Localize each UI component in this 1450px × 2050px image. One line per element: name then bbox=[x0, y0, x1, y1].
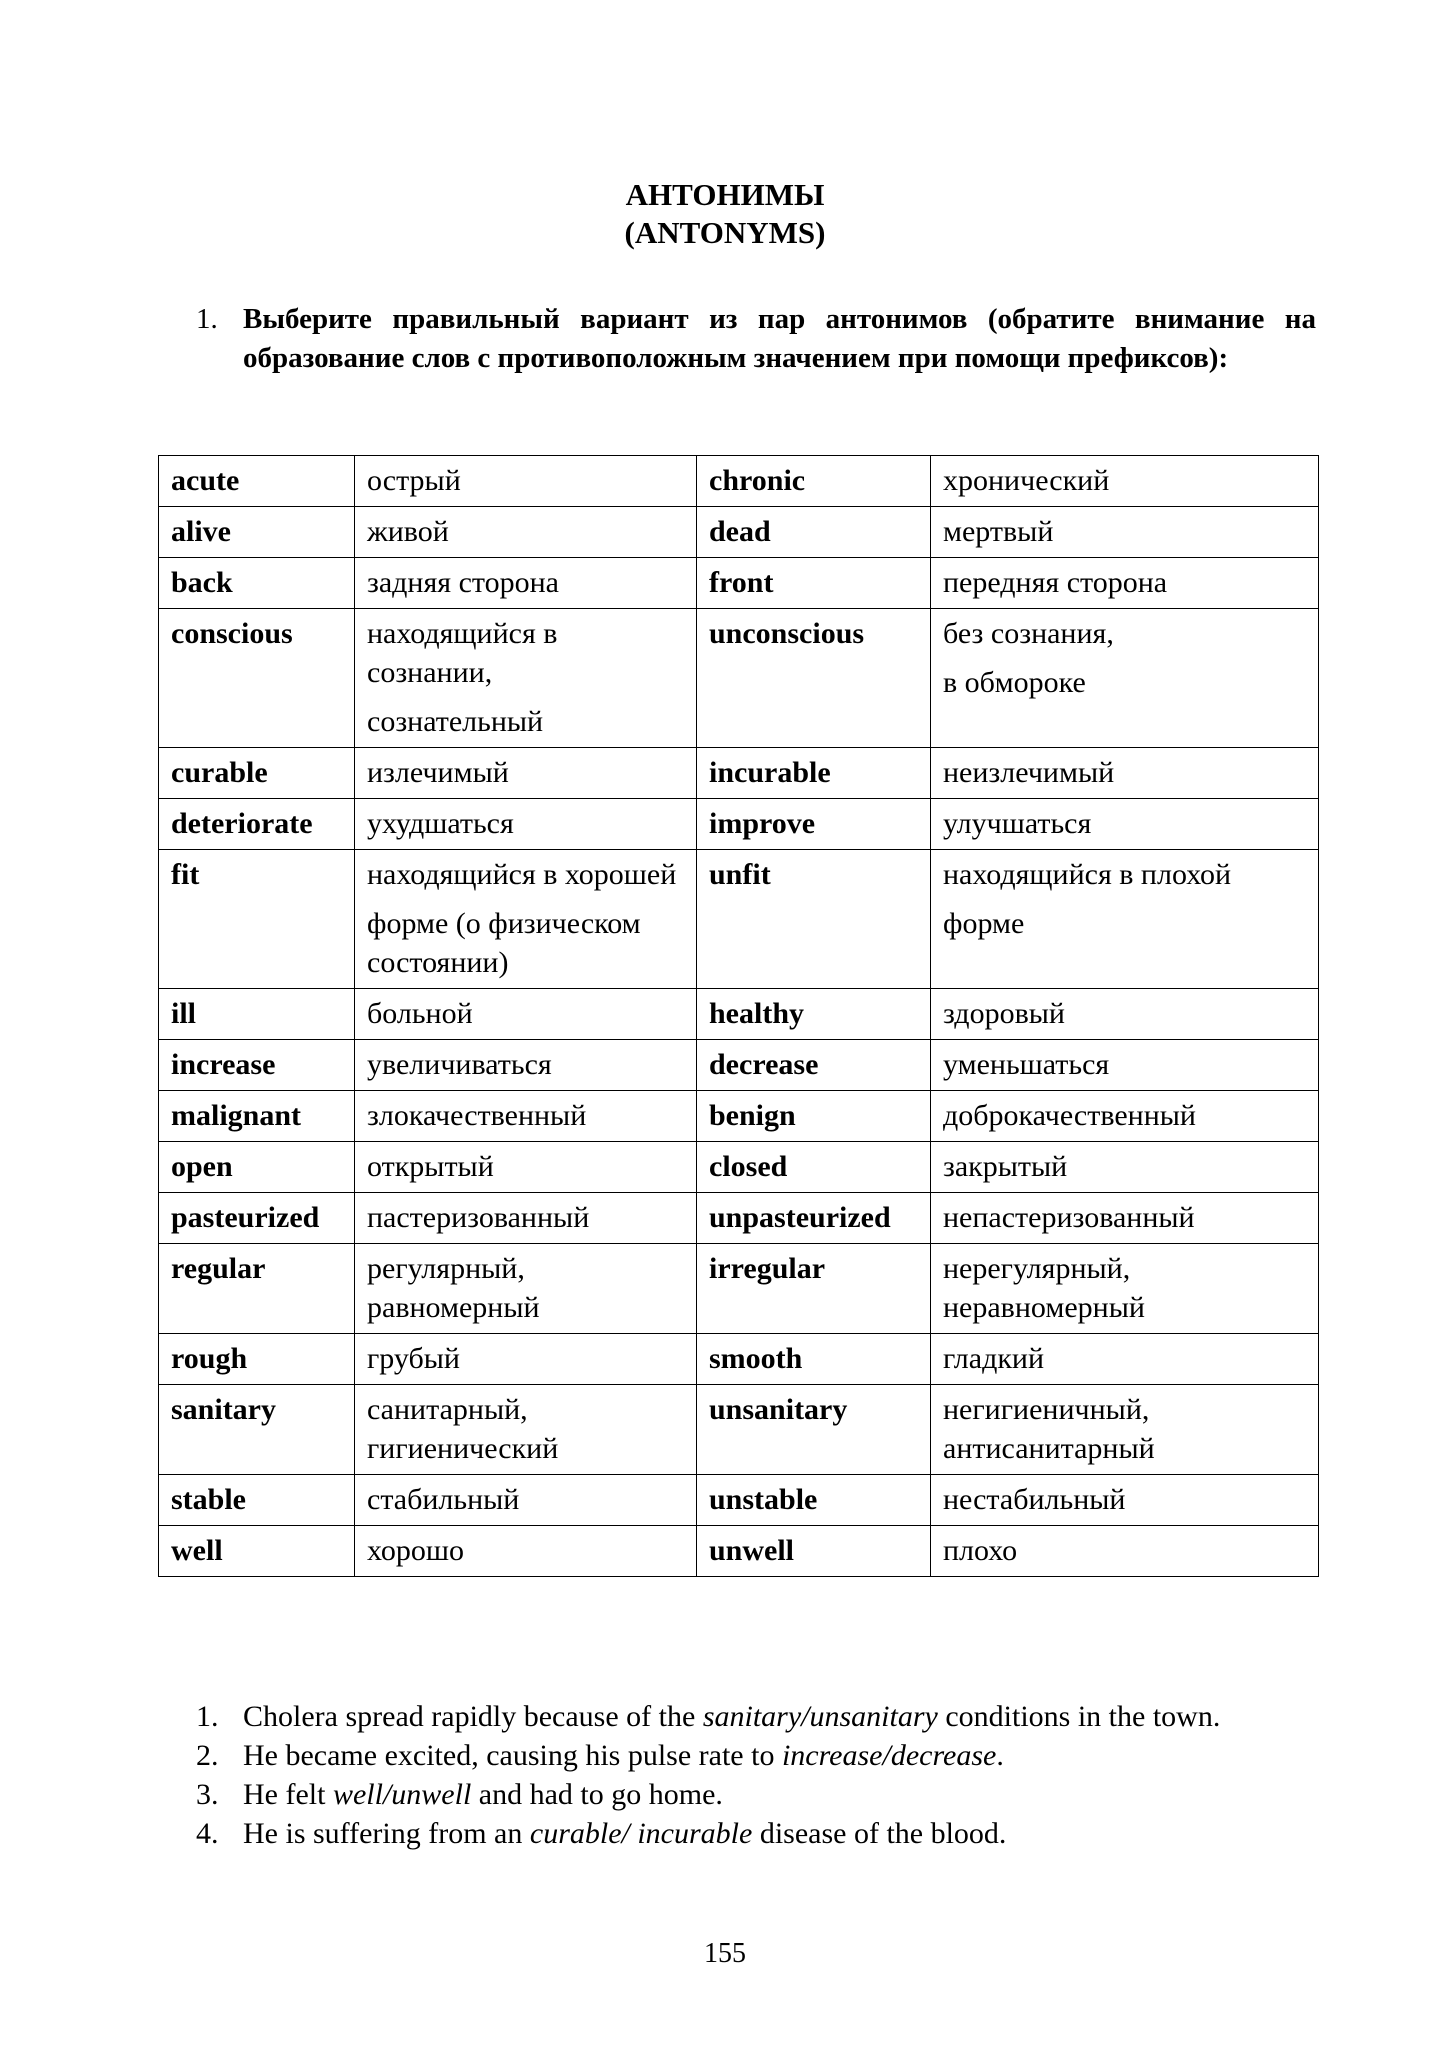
table-row bbox=[159, 1334, 1319, 1385]
russian-translation bbox=[355, 1142, 697, 1193]
russian-translation bbox=[355, 1475, 697, 1526]
choice-pair: increase/decrease bbox=[781, 1739, 997, 1772]
translation-line: негигиеничный, антисанитарный bbox=[943, 1393, 1155, 1465]
translation-line: сознательный bbox=[367, 705, 544, 738]
english-antonym: unwell bbox=[697, 1526, 931, 1577]
russian-antonym-translation bbox=[931, 989, 1319, 1040]
russian-translation bbox=[355, 799, 697, 850]
russian-antonym-translation bbox=[931, 1193, 1319, 1244]
translation-line: передняя сторона bbox=[943, 566, 1168, 599]
english-word: fit bbox=[159, 850, 355, 989]
translation-line: плохо bbox=[943, 1534, 1018, 1567]
choice-pair: sanitary/unsanitary bbox=[702, 1700, 938, 1733]
translation-line: задняя сторона bbox=[367, 566, 559, 599]
russian-translation bbox=[355, 558, 697, 609]
table-row bbox=[159, 850, 1319, 989]
page-number: 155 bbox=[704, 1938, 746, 1969]
russian-antonym-translation bbox=[931, 799, 1319, 850]
russian-antonym-translation bbox=[931, 1385, 1319, 1475]
table-row bbox=[159, 609, 1319, 748]
antonyms-table bbox=[158, 455, 1319, 1577]
english-word: stable bbox=[159, 1475, 355, 1526]
translation-line: находящийся в сознании, bbox=[367, 617, 558, 689]
sentence-item bbox=[196, 1736, 1316, 1775]
russian-antonym-translation bbox=[931, 558, 1319, 609]
table-row bbox=[159, 1193, 1319, 1244]
translation-line: хорошо bbox=[367, 1534, 464, 1567]
english-word: rough bbox=[159, 1334, 355, 1385]
english-word: open bbox=[159, 1142, 355, 1193]
english-antonym: unsanitary bbox=[697, 1385, 931, 1475]
translation-line: острый bbox=[367, 464, 461, 497]
english-antonym: unpasteurized bbox=[697, 1193, 931, 1244]
table-row bbox=[159, 507, 1319, 558]
table-row bbox=[159, 1091, 1319, 1142]
sentence-item bbox=[196, 1775, 1316, 1814]
russian-translation bbox=[355, 1385, 697, 1475]
russian-translation bbox=[355, 507, 697, 558]
table-row bbox=[159, 799, 1319, 850]
russian-translation bbox=[355, 1091, 697, 1142]
translation-line: злокачественный bbox=[367, 1099, 587, 1132]
translation-line: больной bbox=[367, 997, 473, 1030]
russian-antonym-translation bbox=[931, 1334, 1319, 1385]
english-antonym: front bbox=[697, 558, 931, 609]
sentence-text: He is suffering from an bbox=[243, 1817, 530, 1850]
russian-translation bbox=[355, 1244, 697, 1334]
sentence-number: 3. bbox=[196, 1778, 219, 1811]
translation-line: уменьшаться bbox=[943, 1048, 1110, 1081]
translation-line: стабильный bbox=[367, 1483, 520, 1516]
english-antonym: unstable bbox=[697, 1475, 931, 1526]
sentence-text: He felt bbox=[243, 1778, 333, 1811]
russian-antonym-translation bbox=[931, 456, 1319, 507]
english-antonym: chronic bbox=[697, 456, 931, 507]
english-word: well bbox=[159, 1526, 355, 1577]
table-row bbox=[159, 1475, 1319, 1526]
russian-antonym-translation bbox=[931, 748, 1319, 799]
translation-line: хронический bbox=[943, 464, 1110, 497]
exercise-sentences bbox=[196, 1697, 1316, 1853]
russian-translation bbox=[355, 456, 697, 507]
russian-translation bbox=[355, 1334, 697, 1385]
sentence-text: and had to go home. bbox=[471, 1778, 723, 1811]
table-row bbox=[159, 748, 1319, 799]
table-row bbox=[159, 456, 1319, 507]
table-row bbox=[159, 1385, 1319, 1475]
table-row bbox=[159, 558, 1319, 609]
english-antonym: incurable bbox=[697, 748, 931, 799]
english-antonym: unfit bbox=[697, 850, 931, 989]
russian-antonym-translation bbox=[931, 1526, 1319, 1577]
english-word: curable bbox=[159, 748, 355, 799]
russian-translation bbox=[355, 1040, 697, 1091]
task-number: 1. bbox=[196, 303, 218, 335]
translation-line: увеличиваться bbox=[367, 1048, 552, 1081]
russian-antonym-translation bbox=[931, 1040, 1319, 1091]
table-row bbox=[159, 989, 1319, 1040]
english-word: ill bbox=[159, 989, 355, 1040]
table-row bbox=[159, 1142, 1319, 1193]
sentence-number: 4. bbox=[196, 1817, 219, 1850]
russian-translation bbox=[355, 850, 697, 989]
table-row bbox=[159, 1244, 1319, 1334]
translation-line: в обмороке bbox=[943, 666, 1086, 699]
choice-pair: curable/ incurable bbox=[529, 1817, 753, 1850]
translation-line: находящийся в хорошей bbox=[367, 858, 677, 891]
translation-line: неизлечимый bbox=[943, 756, 1115, 789]
translation-line: пастеризованный bbox=[367, 1201, 590, 1234]
english-antonym: benign bbox=[697, 1091, 931, 1142]
russian-translation bbox=[355, 1526, 697, 1577]
russian-antonym-translation bbox=[931, 1475, 1319, 1526]
translation-line: непастеризованный bbox=[943, 1201, 1195, 1234]
russian-translation bbox=[355, 748, 697, 799]
english-word: conscious bbox=[159, 609, 355, 748]
translation-line: доброкачественный bbox=[943, 1099, 1196, 1132]
translation-line: форме bbox=[943, 907, 1025, 940]
english-word: regular bbox=[159, 1244, 355, 1334]
sentence-number: 1. bbox=[196, 1700, 219, 1733]
russian-translation bbox=[355, 989, 697, 1040]
translation-line: санитарный, гигиенический bbox=[367, 1393, 559, 1465]
translation-line: мертвый bbox=[943, 515, 1054, 548]
sentence-item bbox=[196, 1814, 1316, 1853]
english-antonym: dead bbox=[697, 507, 931, 558]
task-instruction bbox=[196, 300, 1316, 378]
sentence-text: disease of the blood. bbox=[752, 1817, 1007, 1850]
russian-antonym-translation bbox=[931, 1091, 1319, 1142]
english-word: sanitary bbox=[159, 1385, 355, 1475]
translation-line: без сознания, bbox=[943, 617, 1114, 650]
sentence-text: Cholera spread rapidly because of the bbox=[243, 1700, 703, 1733]
translation-line: живой bbox=[367, 515, 449, 548]
russian-antonym-translation bbox=[931, 1244, 1319, 1334]
english-word: acute bbox=[159, 456, 355, 507]
translation-line: находящийся в плохой bbox=[943, 858, 1232, 891]
translation-line: излечимый bbox=[367, 756, 509, 789]
translation-line: гладкий bbox=[943, 1342, 1045, 1375]
sentence-text: conditions in the town. bbox=[937, 1700, 1221, 1733]
russian-antonym-translation bbox=[931, 850, 1319, 989]
table-row bbox=[159, 1040, 1319, 1091]
english-antonym: improve bbox=[697, 799, 931, 850]
russian-antonym-translation bbox=[931, 1142, 1319, 1193]
translation-line: регулярный, равномерный bbox=[367, 1252, 540, 1324]
russian-antonym-translation bbox=[931, 507, 1319, 558]
sentence-number: 2. bbox=[196, 1739, 219, 1772]
translation-line: закрытый bbox=[943, 1150, 1068, 1183]
english-antonym: unconscious bbox=[697, 609, 931, 748]
sentence-item bbox=[196, 1697, 1316, 1736]
english-word: deteriorate bbox=[159, 799, 355, 850]
choice-pair: well/unwell bbox=[332, 1778, 472, 1811]
english-word: back bbox=[159, 558, 355, 609]
russian-antonym-translation bbox=[931, 609, 1319, 748]
english-word: malignant bbox=[159, 1091, 355, 1142]
table-row bbox=[159, 1526, 1319, 1577]
english-antonym: smooth bbox=[697, 1334, 931, 1385]
title-english: (ANTONYMS) bbox=[624, 215, 826, 250]
sentence-text: He became excited, causing his pulse rate to bbox=[243, 1739, 782, 1772]
sentence-text: . bbox=[996, 1739, 1004, 1772]
russian-translation bbox=[355, 1193, 697, 1244]
translation-line: нестабильный bbox=[943, 1483, 1126, 1516]
russian-translation bbox=[355, 609, 697, 748]
english-antonym: irregular bbox=[697, 1244, 931, 1334]
english-word: pasteurized bbox=[159, 1193, 355, 1244]
english-word: alive bbox=[159, 507, 355, 558]
english-antonym: healthy bbox=[697, 989, 931, 1040]
title-russian: АНТОНИМЫ bbox=[625, 177, 825, 212]
translation-line: ухудшаться bbox=[367, 807, 514, 840]
translation-line: нерегулярный, неравномерный bbox=[943, 1252, 1145, 1324]
english-word: increase bbox=[159, 1040, 355, 1091]
task-text: Выберите правильный вариант из пар антонимов (обратите внимание на образование слов с противоположным значением при помощи префиксов): bbox=[243, 303, 1316, 374]
translation-line: форме (о физическом состоянии) bbox=[367, 907, 641, 979]
translation-line: грубый bbox=[367, 1342, 460, 1375]
english-antonym: closed bbox=[697, 1142, 931, 1193]
translation-line: улучшаться bbox=[943, 807, 1092, 840]
english-antonym: decrease bbox=[697, 1040, 931, 1091]
translation-line: здоровый bbox=[943, 997, 1065, 1030]
translation-line: открытый bbox=[367, 1150, 494, 1183]
